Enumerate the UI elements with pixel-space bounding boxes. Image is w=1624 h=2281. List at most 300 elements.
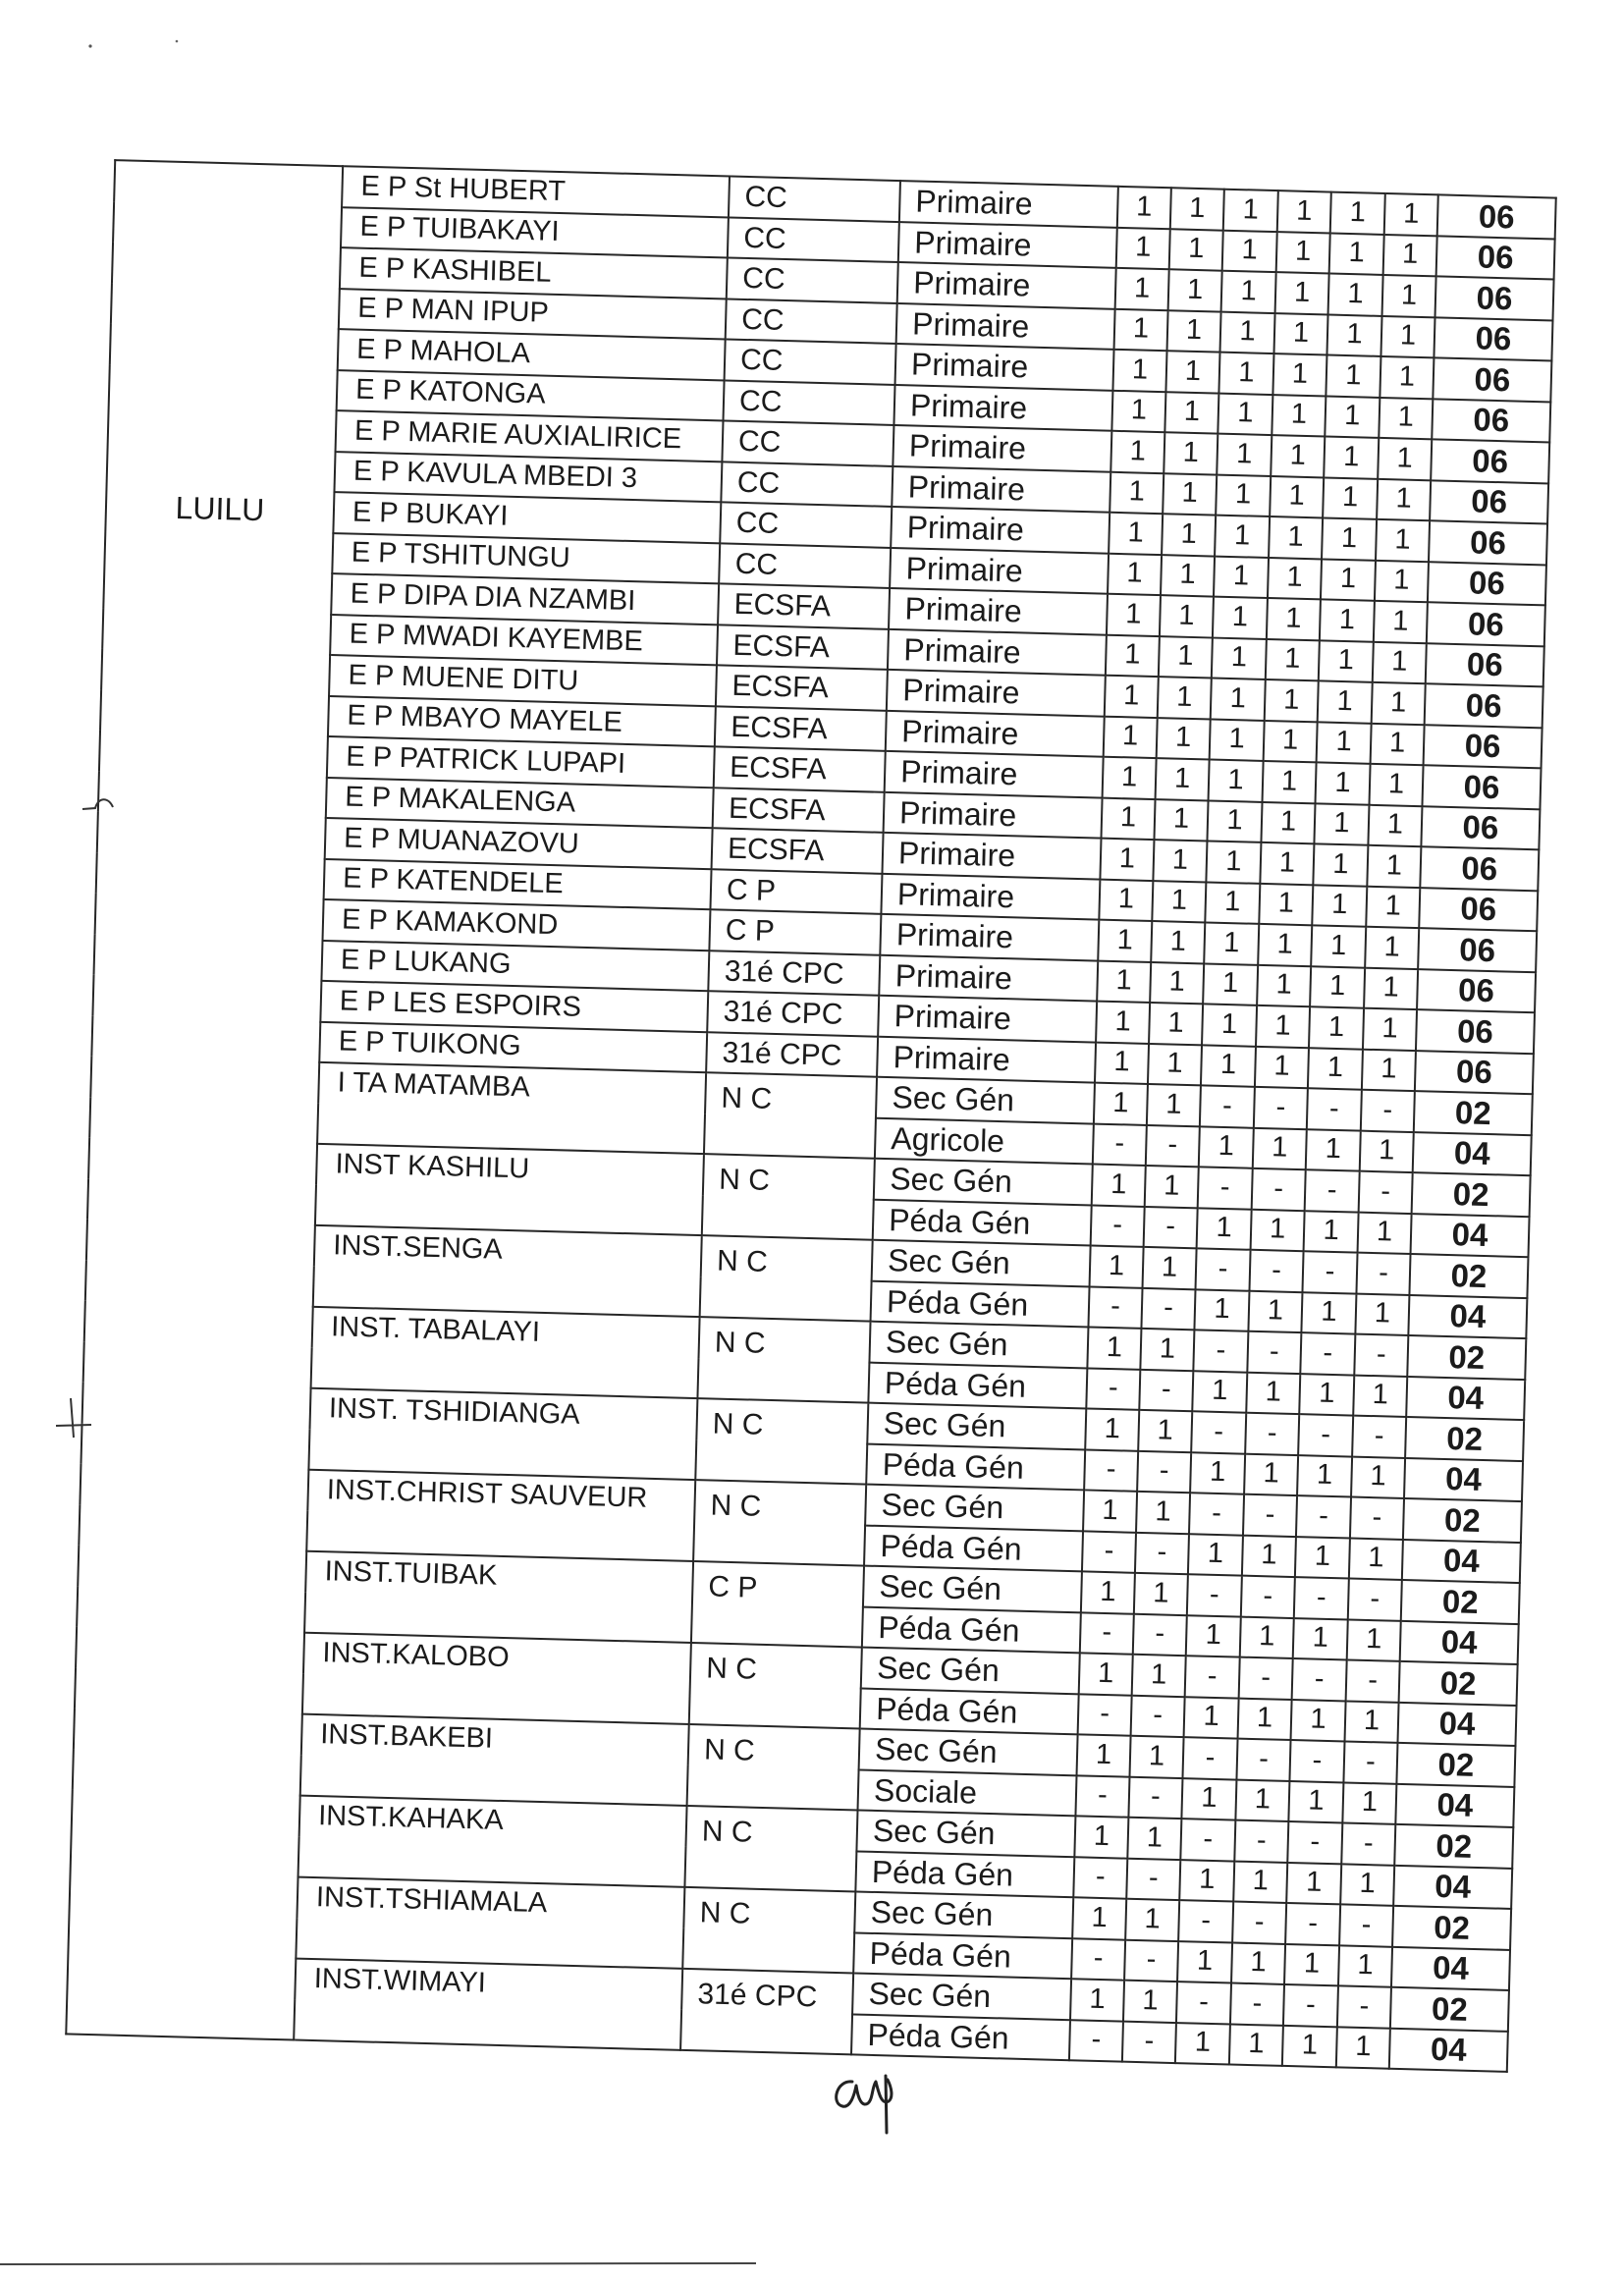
total-cell: 06: [1431, 439, 1549, 483]
convention-cell: N C: [702, 1154, 875, 1240]
option-cell: Sec Gén: [852, 1973, 1071, 2019]
class-6-value: 1: [1349, 1538, 1403, 1580]
class-5-value: 1: [1329, 233, 1384, 275]
total-cell: 06: [1422, 765, 1541, 809]
convention-cell: CC: [728, 217, 899, 262]
class-6-value: 1: [1372, 682, 1426, 725]
class-3-value: -: [1182, 1737, 1237, 1779]
class-1-value: 1: [1103, 757, 1157, 799]
class-3-value: -: [1185, 1656, 1240, 1698]
convention-cell: CC: [727, 257, 898, 302]
option-cell: Primaire: [889, 588, 1108, 634]
class-2-value: -: [1146, 1124, 1200, 1167]
class-5-value: 1: [1295, 1537, 1350, 1579]
option-cell: Primaire: [888, 628, 1107, 675]
class-4-value: 1: [1258, 924, 1312, 966]
class-4-value: 1: [1242, 1535, 1296, 1577]
class-4-value: 1: [1251, 1209, 1305, 1251]
class-1-value: 1: [1109, 513, 1163, 555]
class-3-value: 1: [1204, 922, 1259, 964]
class-2-value: -: [1128, 1776, 1182, 1819]
convention-cell: CC: [726, 299, 897, 344]
total-cell: 06: [1416, 1009, 1535, 1054]
school-name: E P LUKANG: [321, 940, 709, 991]
convention-cell: N C: [695, 1398, 868, 1485]
class-3-value: 1: [1190, 1452, 1245, 1494]
class-6-value: -: [1339, 1904, 1393, 1946]
convention-cell: CC: [719, 543, 891, 588]
scan-speck: [88, 44, 91, 47]
school-name: INST.WIMAYI: [294, 1959, 682, 2050]
class-2-value: -: [1137, 1450, 1191, 1493]
class-3-value: 1: [1202, 1004, 1257, 1046]
class-6-value: 1: [1347, 1619, 1401, 1661]
option-cell: Primaire: [897, 262, 1116, 308]
class-1-value: 1: [1079, 1653, 1133, 1695]
class-3-value: 1: [1179, 1860, 1234, 1902]
class-1-value: -: [1084, 1449, 1138, 1492]
total-cell: 04: [1400, 1620, 1519, 1664]
handwritten-mark: [837, 2076, 892, 2133]
option-cell: Péda Gén: [862, 1606, 1081, 1653]
class-3-value: 1: [1216, 474, 1271, 516]
class-2-value: 1: [1154, 799, 1208, 842]
class-6-value: 1: [1360, 1130, 1414, 1172]
class-5-value: 1: [1304, 1211, 1359, 1253]
class-3-value: 1: [1209, 759, 1264, 801]
total-cell: 06: [1426, 643, 1544, 687]
school-name: E P MARIE AUXIALIRICE: [336, 410, 724, 462]
class-2-value: 1: [1147, 1084, 1201, 1126]
class-2-value: 1: [1138, 1410, 1192, 1452]
class-6-value: 1: [1362, 1049, 1416, 1091]
class-2-value: 1: [1156, 758, 1210, 800]
class-5-value: 1: [1325, 396, 1380, 438]
class-1-value: -: [1069, 2020, 1123, 2062]
total-cell: 02: [1409, 1254, 1528, 1298]
class-1-value: 1: [1111, 390, 1165, 432]
convention-cell: N C: [704, 1072, 877, 1159]
total-cell: 02: [1394, 1824, 1513, 1869]
school-name: E P MAHOLA: [338, 329, 726, 380]
total-cell: 04: [1406, 1376, 1525, 1420]
class-2-value: 1: [1125, 1899, 1179, 1941]
class-6-value: -: [1354, 1334, 1408, 1377]
class-6-value: -: [1356, 1253, 1410, 1295]
class-3-value: 1: [1210, 719, 1265, 761]
option-cell: Sec Gén: [854, 1891, 1073, 1937]
class-1-value: 1: [1074, 1816, 1128, 1858]
class-6-value: -: [1343, 1741, 1397, 1783]
scan-speck: [176, 40, 179, 43]
total-cell: 06: [1437, 194, 1556, 239]
school-name: E P KATENDELE: [324, 858, 712, 909]
class-4-value: 1: [1248, 1290, 1302, 1332]
class-1-value: 1: [1100, 839, 1154, 881]
class-4-value: -: [1252, 1168, 1306, 1211]
class-4-value: 1: [1240, 1616, 1294, 1658]
class-4-value: 1: [1253, 1127, 1307, 1169]
class-3-value: -: [1200, 1085, 1255, 1127]
class-4-value: 1: [1229, 2024, 1283, 2066]
class-1-value: 1: [1085, 1408, 1139, 1450]
convention-cell: C P: [710, 869, 882, 914]
school-name: E P St HUBERT: [342, 166, 730, 217]
class-3-value: 1: [1181, 1778, 1236, 1820]
class-4-value: 1: [1272, 353, 1326, 396]
class-4-value: 1: [1256, 1005, 1310, 1048]
class-3-value: 1: [1217, 434, 1272, 476]
class-2-value: 1: [1164, 392, 1218, 434]
class-4-value: 1: [1235, 1779, 1289, 1821]
school-name: INST. TSHIDIANGA: [308, 1388, 697, 1480]
class-2-value: 1: [1152, 881, 1206, 923]
class-6-value: 1: [1371, 723, 1425, 765]
class-3-value: 1: [1223, 190, 1278, 232]
class-5-value: 1: [1312, 885, 1367, 927]
class-4-value: 1: [1266, 638, 1320, 680]
class-1-value: 1: [1110, 431, 1164, 473]
class-6-value: 1: [1378, 438, 1432, 480]
class-3-value: 1: [1214, 556, 1269, 598]
class-2-value: 1: [1170, 188, 1224, 230]
class-5-value: 1: [1297, 1455, 1352, 1497]
class-2-value: 1: [1130, 1736, 1184, 1778]
convention-cell: 31é CPC: [708, 950, 880, 996]
class-5-value: 1: [1320, 599, 1375, 641]
option-cell: Primaire: [893, 384, 1112, 430]
class-6-value: -: [1359, 1171, 1413, 1214]
convention-cell: N C: [687, 1724, 860, 1811]
total-cell: 06: [1434, 317, 1552, 361]
class-6-value: 1: [1374, 601, 1428, 643]
total-cell: 04: [1402, 1539, 1521, 1583]
class-1-value: -: [1075, 1775, 1129, 1818]
school-name: INST.KALOBO: [302, 1633, 691, 1724]
option-cell: Primaire: [882, 833, 1101, 879]
class-2-value: 1: [1136, 1492, 1190, 1534]
class-5-value: -: [1292, 1658, 1347, 1701]
class-4-value: -: [1232, 1902, 1286, 1944]
class-3-value: -: [1193, 1330, 1248, 1372]
total-cell: 06: [1419, 888, 1538, 932]
option-cell: Primaire: [877, 1036, 1096, 1082]
total-cell: 06: [1417, 969, 1536, 1013]
class-5-value: 1: [1299, 1374, 1354, 1416]
class-6-value: 1: [1336, 2027, 1390, 2069]
convention-cell: ECSFA: [712, 828, 884, 873]
convention-cell: CC: [729, 176, 900, 221]
class-2-value: 1: [1145, 1166, 1199, 1208]
class-4-value: -: [1239, 1657, 1293, 1700]
class-2-value: 1: [1158, 677, 1212, 719]
school-name: E P PATRICK LUPAPI: [327, 736, 715, 787]
class-6-value: 1: [1340, 1864, 1394, 1906]
class-5-value: -: [1298, 1414, 1353, 1456]
class-5-value: 1: [1321, 559, 1376, 601]
total-cell: 06: [1428, 562, 1546, 606]
class-4-value: 1: [1257, 964, 1311, 1006]
class-1-value: 1: [1070, 1979, 1124, 2021]
convention-cell: ECSFA: [713, 787, 885, 833]
class-3-value: 1: [1199, 1126, 1254, 1168]
class-6-value: 1: [1375, 560, 1429, 602]
class-4-value: 1: [1277, 190, 1331, 233]
class-3-value: 1: [1177, 1941, 1232, 1983]
class-3-value: 1: [1213, 597, 1268, 639]
class-5-value: -: [1289, 1740, 1344, 1782]
total-cell: 06: [1427, 602, 1545, 646]
convention-cell: N C: [682, 1887, 855, 1974]
class-5-value: 1: [1313, 843, 1368, 886]
class-3-value: -: [1178, 1900, 1233, 1942]
class-4-value: 1: [1246, 1372, 1300, 1414]
class-2-value: 1: [1140, 1329, 1194, 1371]
class-5-value: 1: [1284, 1943, 1339, 1985]
class-5-value: 1: [1286, 1862, 1341, 1904]
school-name: INST. TABALAYI: [311, 1307, 700, 1398]
class-5-value: 1: [1318, 680, 1373, 723]
class-3-value: 1: [1222, 230, 1277, 272]
total-cell: 02: [1401, 1580, 1520, 1624]
convention-cell: C P: [709, 909, 881, 954]
class-3-value: 1: [1184, 1697, 1239, 1739]
option-cell: Primaire: [890, 547, 1109, 593]
total-cell: 02: [1403, 1498, 1522, 1543]
class-1-value: 1: [1072, 1897, 1126, 1939]
class-2-value: -: [1131, 1695, 1185, 1737]
option-cell: Sec Gén: [872, 1240, 1091, 1286]
class-3-value: 1: [1215, 516, 1270, 558]
class-2-value: -: [1126, 1858, 1180, 1900]
class-3-value: 1: [1206, 841, 1261, 883]
school-name: E P DIPA DIA NZAMBI: [331, 573, 719, 625]
option-cell: Primaire: [879, 954, 1098, 1001]
class-5-value: -: [1296, 1495, 1351, 1538]
option-cell: Primaire: [878, 996, 1097, 1042]
option-cell: Sec Gén: [874, 1159, 1093, 1205]
school-name: INST.SENGA: [313, 1225, 702, 1317]
total-cell: 06: [1424, 725, 1543, 769]
class-2-value: 1: [1167, 310, 1221, 353]
class-5-value: 1: [1317, 722, 1372, 764]
option-cell: Primaire: [885, 751, 1104, 797]
class-6-value: -: [1352, 1416, 1406, 1458]
class-6-value: 1: [1363, 1008, 1417, 1051]
class-4-value: -: [1254, 1087, 1308, 1129]
option-cell: Péda Gén: [853, 1932, 1072, 1979]
class-1-value: -: [1093, 1123, 1147, 1166]
option-cell: Sec Gén: [876, 1077, 1095, 1123]
class-5-value: 1: [1282, 2025, 1337, 2067]
class-1-value: -: [1091, 1205, 1145, 1247]
total-cell: 06: [1433, 357, 1551, 402]
option-cell: Péda Gén: [860, 1688, 1079, 1734]
class-4-value: -: [1250, 1250, 1304, 1292]
option-cell: Péda Gén: [866, 1443, 1085, 1490]
option-cell: Péda Gén: [868, 1362, 1087, 1408]
class-4-value: -: [1245, 1413, 1299, 1455]
class-1-value: 1: [1106, 634, 1160, 677]
convention-cell: CC: [724, 380, 895, 425]
total-cell: 04: [1391, 1946, 1510, 1990]
class-5-value: -: [1307, 1088, 1362, 1130]
class-5-value: 1: [1301, 1292, 1356, 1334]
class-4-value: 1: [1259, 883, 1313, 925]
class-4-value: -: [1243, 1494, 1297, 1537]
option-cell: Péda Gén: [873, 1199, 1092, 1245]
class-4-value: 1: [1233, 1861, 1287, 1903]
convention-cell: 31é CPC: [706, 1032, 878, 1077]
total-cell: 02: [1414, 1091, 1533, 1135]
class-6-value: 1: [1380, 356, 1434, 399]
option-cell: Primaire: [884, 791, 1103, 838]
school-name: INST.CHRIST SAUVEUR: [306, 1470, 695, 1561]
class-4-value: 1: [1271, 435, 1325, 477]
option-cell: Péda Gén: [871, 1280, 1090, 1327]
class-3-value: 1: [1212, 637, 1267, 679]
total-cell: 06: [1418, 928, 1537, 972]
class-6-value: -: [1350, 1497, 1404, 1540]
class-6-value: 1: [1369, 764, 1423, 806]
class-4-value: 1: [1244, 1453, 1298, 1495]
class-1-value: 1: [1098, 920, 1152, 962]
class-5-value: 1: [1310, 966, 1365, 1008]
class-3-value: -: [1176, 1982, 1231, 2024]
option-cell: Sec Gén: [863, 1566, 1082, 1612]
class-4-value: -: [1234, 1820, 1288, 1863]
class-6-value: -: [1346, 1659, 1400, 1702]
class-3-value: 1: [1192, 1371, 1247, 1413]
class-3-value: -: [1191, 1411, 1246, 1453]
school-name: E P KATONGA: [337, 370, 725, 421]
class-2-value: 1: [1151, 921, 1205, 963]
class-1-value: 1: [1112, 350, 1166, 392]
total-cell: 02: [1399, 1661, 1518, 1706]
class-5-value: -: [1305, 1169, 1360, 1212]
class-4-value: -: [1241, 1576, 1295, 1618]
school-name: E P MBAYO MAYELE: [328, 696, 716, 747]
class-6-value: -: [1361, 1090, 1415, 1132]
total-cell: 02: [1405, 1417, 1524, 1461]
class-2-value: -: [1133, 1613, 1187, 1656]
class-1-value: -: [1078, 1694, 1132, 1736]
class-3-value: 1: [1221, 271, 1276, 313]
option-cell: Primaire: [898, 222, 1117, 268]
class-2-value: -: [1144, 1206, 1198, 1248]
school-table: [65, 159, 1557, 2073]
class-1-value: 1: [1097, 960, 1151, 1003]
class-1-value: 1: [1077, 1734, 1131, 1776]
convention-cell: 31é CPC: [707, 991, 879, 1036]
class-6-value: -: [1337, 1985, 1391, 2028]
total-cell: 04: [1395, 1783, 1514, 1827]
class-6-value: 1: [1377, 478, 1431, 520]
class-6-value: 1: [1342, 1782, 1396, 1824]
class-2-value: -: [1135, 1532, 1189, 1574]
class-2-value: 1: [1123, 1981, 1177, 2023]
class-5-value: -: [1285, 1903, 1340, 1945]
convention-cell: CC: [725, 339, 896, 384]
class-6-value: 1: [1351, 1456, 1405, 1498]
class-3-value: 1: [1203, 963, 1258, 1005]
convention-cell: N C: [697, 1317, 870, 1403]
class-5-value: 1: [1316, 762, 1371, 804]
class-3-value: -: [1187, 1574, 1242, 1616]
class-1-value: 1: [1095, 1042, 1149, 1084]
class-5-value: -: [1283, 1984, 1338, 2027]
class-5-value: 1: [1293, 1618, 1348, 1660]
school-name: INST KASHILU: [315, 1144, 704, 1235]
convention-cell: ECSFA: [716, 665, 888, 710]
class-4-value: 1: [1263, 761, 1317, 803]
total-cell: 06: [1425, 683, 1543, 728]
total-cell: 04: [1389, 2028, 1508, 2072]
class-6-value: 1: [1368, 804, 1422, 846]
class-5-value: -: [1294, 1577, 1349, 1619]
class-3-value: 1: [1186, 1615, 1241, 1657]
class-6-value: 1: [1380, 315, 1435, 357]
total-cell: 06: [1415, 1051, 1534, 1095]
class-3-value: 1: [1197, 1208, 1252, 1250]
total-cell: 02: [1392, 1906, 1511, 1950]
class-5-value: 1: [1288, 1780, 1343, 1822]
class-6-value: 1: [1366, 886, 1420, 928]
class-5-value: 1: [1330, 192, 1385, 235]
class-1-value: 1: [1096, 1002, 1150, 1044]
class-5-value: 1: [1306, 1129, 1361, 1171]
class-1-value: -: [1080, 1612, 1134, 1655]
class-4-value: 1: [1267, 598, 1321, 640]
total-cell: 04: [1397, 1702, 1516, 1746]
class-2-value: 1: [1163, 473, 1217, 516]
class-3-value: 1: [1175, 2023, 1230, 2065]
class-5-value: -: [1287, 1821, 1342, 1864]
option-cell: Primaire: [891, 507, 1110, 553]
convention-cell: CC: [720, 502, 892, 547]
school-name: E P KAMAKOND: [323, 899, 711, 950]
class-5-value: 1: [1309, 1006, 1364, 1049]
class-2-value: 1: [1127, 1818, 1181, 1860]
class-2-value: 1: [1157, 718, 1211, 760]
class-5-value: 1: [1314, 803, 1369, 845]
class-4-value: 1: [1265, 679, 1319, 722]
class-4-value: 1: [1268, 558, 1322, 600]
class-2-value: -: [1124, 1939, 1178, 1982]
option-cell: Péda Gén: [855, 1851, 1074, 1897]
class-5-value: 1: [1311, 925, 1366, 967]
class-5-value: 1: [1328, 274, 1383, 316]
option-cell: Primaire: [896, 303, 1115, 350]
class-6-value: 1: [1353, 1375, 1407, 1417]
class-2-value: -: [1139, 1369, 1193, 1411]
class-4-value: 1: [1273, 313, 1327, 355]
class-2-value: 1: [1132, 1655, 1186, 1697]
class-3-value: -: [1196, 1248, 1251, 1290]
class-1-value: 1: [1104, 716, 1158, 758]
class-3-value: 1: [1194, 1289, 1249, 1331]
option-cell: Sec Gén: [856, 1810, 1075, 1856]
class-6-value: 1: [1367, 845, 1421, 888]
total-cell: 02: [1412, 1172, 1531, 1217]
class-3-value: 1: [1188, 1534, 1243, 1576]
option-cell: Péda Gén: [864, 1525, 1083, 1571]
option-cell: Agricole: [875, 1117, 1094, 1164]
class-2-value: 1: [1134, 1573, 1188, 1615]
class-1-value: -: [1073, 1857, 1127, 1899]
option-cell: Sec Gén: [869, 1322, 1088, 1368]
class-4-value: 1: [1264, 720, 1318, 762]
